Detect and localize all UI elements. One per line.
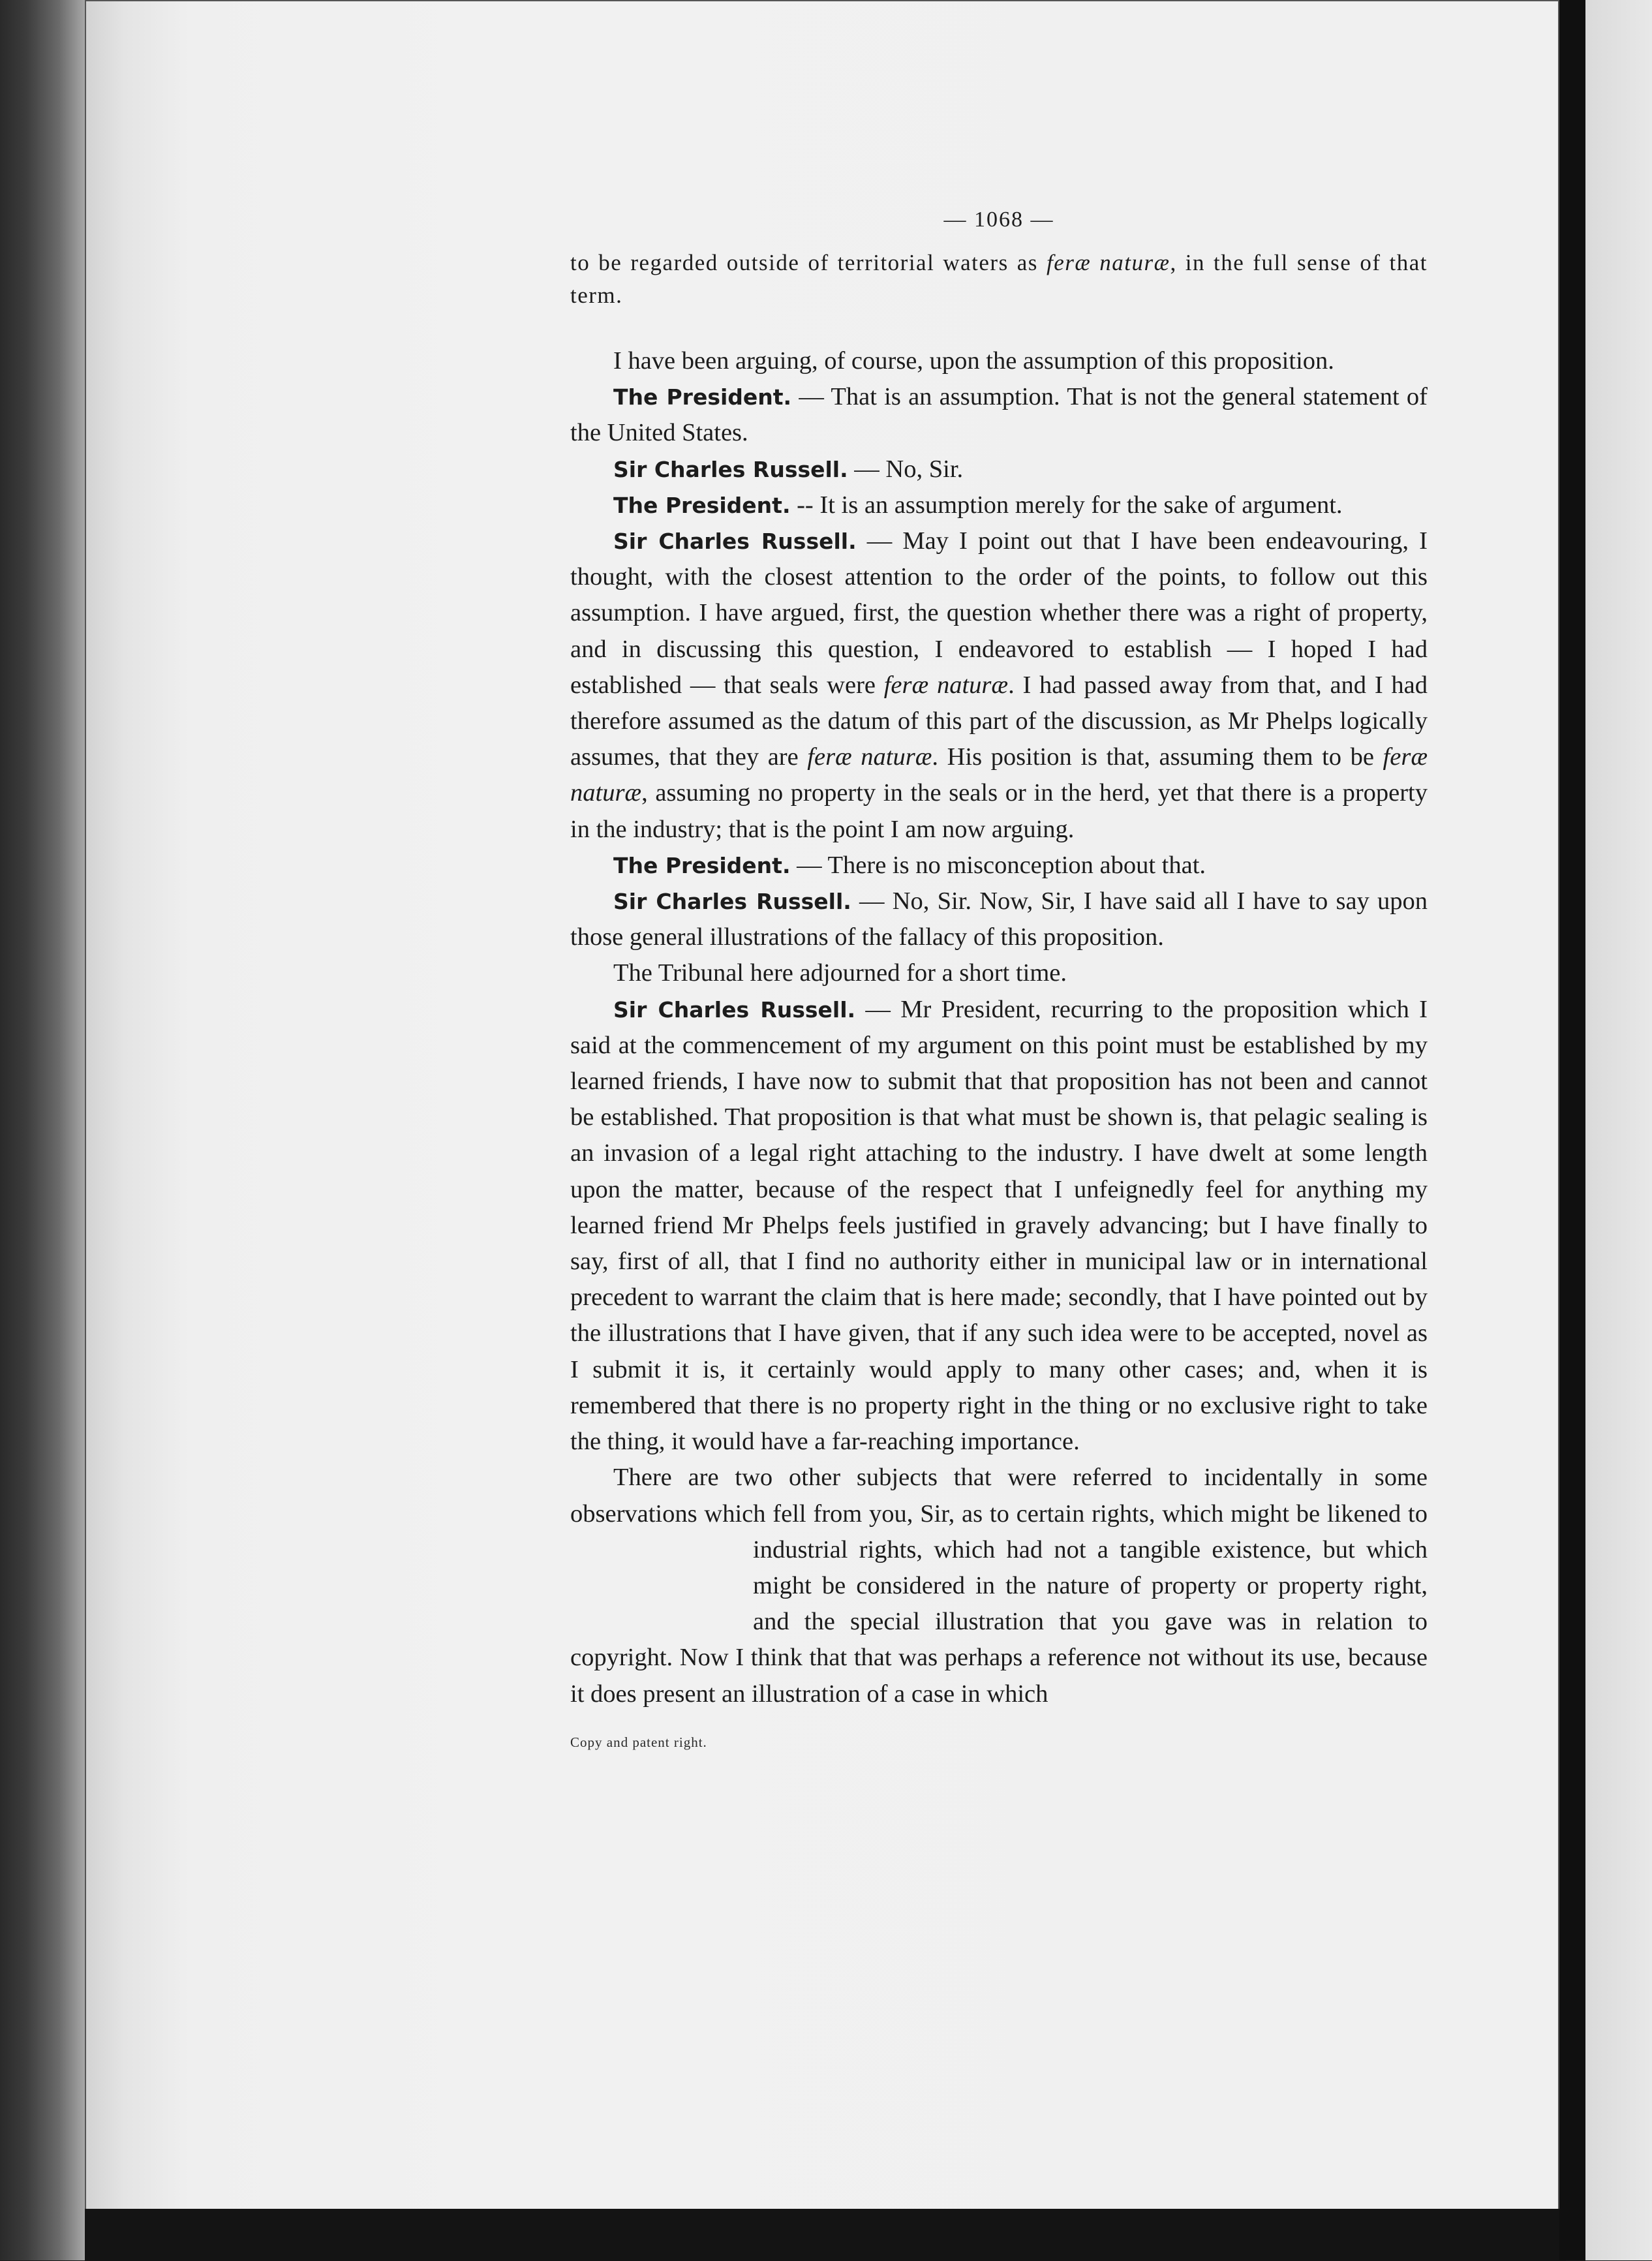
text-run: likened to industrial rights, which had not a tangible existence, but which might be considered in the nature of property or property right, and the special illustration that you gave was in relation to copyright. Now I think that that was perhaps a reference not without its use, because it does present an illustration of a case in which	[570, 1500, 1428, 1708]
latin-term: feræ naturæ	[1046, 250, 1170, 275]
text-run: — Mr President, recurring to the proposition which I said at the commencement of my argument on this point must be established by my learned friends, I have now to submit that that proposition has not been and cannot be established. That proposition is that what must be shown is, that pelagic sealing is an invasion of a legal right attaching to the industry. I have dwelt at some length upon the matter, because of the respect that I unfeignedly feel for anything my learned friend Mr Phelps feels justified in gravely advancing; but I have finally to say, first of all, that I find no authority either in municipal law or in international precedent to warrant the claim that is here made; secondly, that I have pointed out by the illustrations that I have given, that if any such idea were to be accepted, novel as I submit it is, it certainly would apply to many other cases; and, when it is remembered that there is no property right in the thing or no exclusive right to take the thing, it would have a far-reaching importance.	[570, 995, 1428, 1456]
scanner-edge-bottom	[85, 2209, 1566, 2261]
text-run: , assuming no property in the seals or in the herd, yet that there is a property in the industry; that is the point I am now arguing.	[570, 779, 1428, 843]
speaker-name: Sir Charles Russell.	[613, 456, 848, 482]
paragraph	[570, 343, 1428, 379]
margin-note: Copy and patent right.	[570, 1734, 707, 1750]
latin-term: feræ naturæ	[883, 671, 1009, 699]
text-run: I have been arguing, of course, upon the assumption of this proposition.	[613, 347, 1334, 375]
latin-term: feræ naturæ	[570, 743, 1428, 807]
text-run: — That is an assumption. That is not the general statement of the United States.	[570, 383, 1428, 447]
speaker-name: Sir Charles Russell.	[613, 889, 851, 915]
paragraph	[570, 1460, 1428, 1712]
paragraph	[570, 379, 1428, 451]
text-run: , in the full sense of that term.	[570, 250, 1428, 308]
text-run: — No, Sir.	[848, 455, 964, 483]
speaker-name: Sir Charles Russell.	[613, 529, 857, 555]
book-gutter	[1559, 0, 1585, 2260]
page-number: — 1068 —	[943, 208, 1054, 232]
paragraph	[570, 487, 1428, 523]
text-run: There are two other subjects that were referred to incidentally in some observations which fell from you, Sir, as to certain rights, which might be	[570, 1464, 1428, 1528]
speaker-name: Sir Charles Russell.	[613, 996, 856, 1023]
speaker-name: The President.	[613, 852, 791, 878]
scanner-edge-left	[0, 0, 98, 2260]
text-run: — No, Sir. Now, Sir, I have said all I have to say upon those general illustrations of the fallacy of this proposition.	[570, 887, 1428, 951]
margin-note-space	[570, 1568, 753, 1633]
paragraph	[570, 452, 1428, 487]
speaker-name: The President.	[613, 492, 791, 518]
facing-page-edge	[1585, 0, 1652, 2260]
paragraph	[570, 884, 1428, 955]
text-run: -- It is an assumption merely for the sake of argument.	[790, 491, 1343, 519]
text-run: The Tribunal here adjourned for a short time.	[613, 959, 1067, 987]
text-run: — There is no misconception about that.	[790, 851, 1206, 879]
body-text	[570, 343, 1428, 1712]
text-run: . His position is that, assuming them to be	[932, 743, 1383, 771]
text-run: to be regarded outside of territorial waters as	[570, 250, 1047, 275]
text-run: . I had passed away from that, and I had therefore assumed as the datum of this part of the discussion, as Mr Phelps logically assumes, that they are	[570, 671, 1428, 771]
paragraph	[570, 992, 1428, 1460]
continuation-paragraph	[570, 247, 1428, 312]
speaker-name: The President.	[613, 384, 792, 410]
paragraph	[570, 955, 1428, 991]
paragraph	[570, 523, 1428, 848]
paragraph	[570, 848, 1428, 884]
latin-term: feræ naturæ	[807, 743, 932, 771]
text-run: — May I point out that I have been endeavouring, I thought, with the closest attention to the order of the points, to follow out this assumption. I have argued, first, the question whether there was a right of property, and in discussing this question, I endeavored to establish — I hoped I had established — that seals were	[570, 527, 1428, 699]
